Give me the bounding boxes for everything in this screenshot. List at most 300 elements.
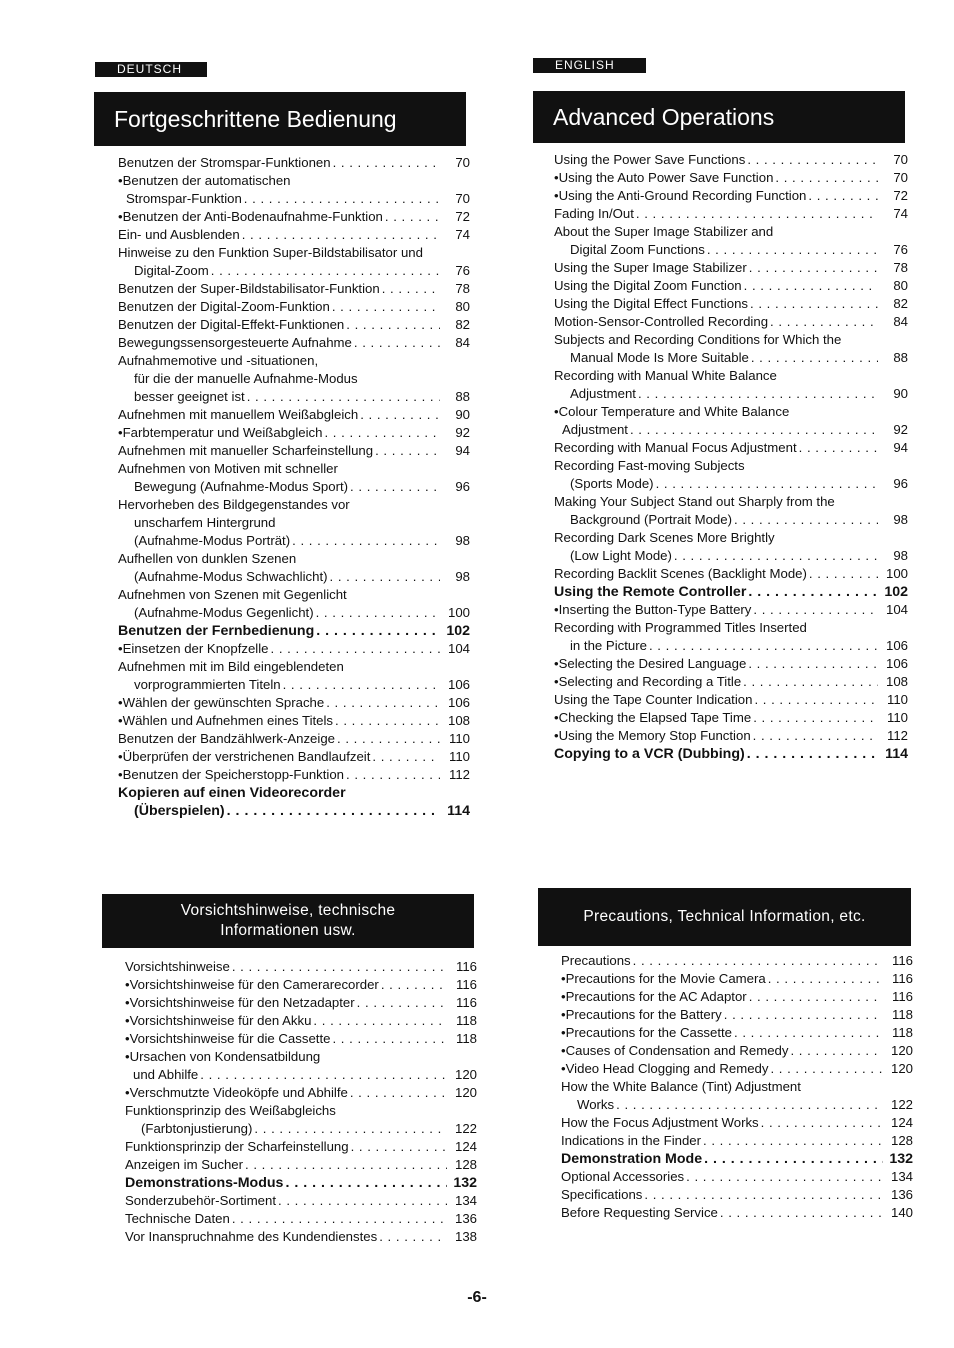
toc-entry-title: Using the Digital Effect Functions — [554, 296, 749, 311]
toc-entry-title: Indications in the Finder — [561, 1133, 702, 1148]
toc-entry — [554, 457, 908, 475]
toc-entry — [125, 1066, 477, 1084]
toc-entry-page: 134 — [454, 1193, 477, 1208]
toc-entry-title: •Benutzen der Anti-Bodenaufnahme-Funktion — [118, 209, 383, 224]
toc-entry — [554, 439, 908, 457]
toc-entry — [125, 1012, 477, 1030]
toc-entry-page: 112 — [886, 728, 908, 743]
toc-leader-dots — [232, 958, 447, 976]
toc-entry-title: •Selecting and Recording a Title — [554, 674, 742, 689]
toc-leader-dots — [271, 640, 440, 658]
toc-entry — [554, 331, 908, 349]
toc-entry — [118, 352, 470, 370]
toc-leader-dots — [285, 1174, 447, 1192]
toc-entry-title: Adjustment — [562, 422, 628, 437]
toc-entry — [118, 262, 470, 280]
toc-entry-title: •Verschmutzte Videoköpfe und Abhilfe — [125, 1085, 348, 1100]
toc-entry-title: •Benutzen der automatischen — [118, 173, 291, 188]
toc-entry — [554, 187, 908, 205]
toc-entry-page: 76 — [893, 242, 908, 257]
toc-entry — [118, 514, 470, 532]
toc-entry — [118, 280, 470, 298]
toc-entry-title: Using the Digital Zoom Function — [554, 278, 742, 293]
toc-entry — [554, 655, 908, 673]
toc-entry — [554, 691, 908, 709]
toc-leader-dots — [232, 1210, 447, 1228]
toc-entry-page: 106 — [447, 695, 470, 710]
toc-entry — [118, 406, 470, 424]
toc-entry — [561, 1006, 913, 1024]
toc-entry-page: 136 — [454, 1211, 477, 1226]
toc-entry-title: (Aufnahme-Modus Schwachlicht) — [134, 569, 328, 584]
toc-entry — [125, 1192, 477, 1210]
toc-leader-dots — [633, 952, 883, 970]
toc-entry-title: How the Focus Adjustment Works — [561, 1115, 759, 1130]
toc-entry — [554, 223, 908, 241]
toc-entry — [554, 619, 908, 637]
section-title-text: Fortgeschrittene Bedienung — [114, 105, 397, 132]
toc-entry-title: Funktionsprinzip der Scharfeinstellung — [125, 1139, 349, 1154]
toc-entry — [561, 1186, 913, 1204]
toc-entry-title: •Einsetzen der Knopfzelle — [118, 641, 269, 656]
toc-leader-dots — [734, 1024, 883, 1042]
toc-leader-dots — [381, 976, 447, 994]
toc-leader-dots — [770, 313, 878, 331]
toc-entry-title: •Vorsichtshinweise für die Cassette — [125, 1031, 331, 1046]
toc-leader-dots — [292, 532, 440, 550]
toc-entry — [554, 601, 908, 619]
toc-entry-page: 92 — [893, 422, 908, 437]
toc-leader-dots — [761, 1114, 883, 1132]
toc-entry — [554, 259, 908, 277]
toc-entry-page: 136 — [890, 1187, 913, 1202]
toc-entry — [554, 637, 908, 655]
toc-leader-dots — [382, 280, 440, 298]
toc-entry-page: 118 — [891, 1025, 913, 1040]
toc-leader-dots — [360, 406, 440, 424]
toc-entry-title: •Precautions for the Battery — [561, 1007, 722, 1022]
toc-entry-page: 110 — [448, 731, 470, 746]
toc-entry-page: 116 — [455, 959, 477, 974]
toc-leader-dots — [703, 1132, 883, 1150]
toc-entry-page: 98 — [893, 548, 908, 563]
toc-entry-page: 96 — [455, 479, 470, 494]
toc-entry-title: Vorsichtshinweise — [125, 959, 230, 974]
toc-entry-page: 140 — [890, 1205, 913, 1220]
toc-precautions-de — [125, 958, 477, 1246]
toc-entry-title: Recording with Programmed Titles Inserted — [554, 620, 807, 635]
toc-entry — [118, 460, 470, 478]
toc-entry — [118, 208, 470, 226]
toc-entry-title: •Checking the Elapsed Tape Time — [554, 710, 752, 725]
toc-leader-dots — [808, 187, 878, 205]
toc-entry-title: •Inserting the Button-Type Battery — [554, 602, 752, 617]
toc-entry — [554, 475, 908, 493]
toc-entry-title: •Wählen der gewünschten Sprache — [118, 695, 325, 710]
toc-entry-page: 114 — [447, 803, 470, 819]
toc-entry-page: 94 — [455, 443, 470, 458]
toc-entry-title: Benutzen der Fernbedienung — [118, 623, 315, 639]
toc-entry-page: 72 — [893, 188, 908, 203]
toc-leader-dots — [357, 994, 447, 1012]
toc-leader-dots — [385, 208, 440, 226]
toc-leader-dots — [337, 730, 440, 748]
toc-leader-dots — [316, 622, 440, 640]
toc-entry-title: Copying to a VCR (Dubbing) — [554, 746, 745, 762]
toc-entry-page: 70 — [455, 191, 470, 206]
toc-entry-title: Vor Inanspruchnahme des Kundendienstes — [125, 1229, 378, 1244]
toc-entry-title: und Abhilfe — [133, 1067, 199, 1082]
toc-entry-title: Aufnehmen mit manuellem Weißabgleich — [118, 407, 359, 422]
toc-entry-title: Recording Fast-moving Subjects — [554, 458, 745, 473]
section-title-advanced-en — [533, 91, 905, 143]
toc-entry-page: 116 — [891, 989, 913, 1004]
toc-entry — [118, 496, 470, 514]
toc-entry-page: 100 — [447, 605, 470, 620]
toc-entry-page: 70 — [893, 152, 908, 167]
toc-entry-page: 114 — [885, 746, 908, 762]
toc-entry-page: 76 — [455, 263, 470, 278]
toc-entry-page: 78 — [893, 260, 908, 275]
toc-entry-title: •Vorsichtshinweise für den Camerarecorder — [125, 977, 379, 992]
toc-entry — [118, 316, 470, 334]
toc-entry-page: 118 — [455, 1031, 477, 1046]
toc-leader-dots — [332, 1030, 447, 1048]
toc-entry-title: Bewegung (Aufnahme-Modus Sport) — [134, 479, 349, 494]
toc-entry — [554, 403, 908, 421]
toc-entry — [118, 172, 470, 190]
toc-entry — [118, 244, 470, 262]
toc-leader-dots — [333, 154, 440, 172]
toc-entry — [118, 730, 470, 748]
toc-entry-page: 104 — [447, 641, 470, 656]
toc-leader-dots — [346, 316, 440, 334]
toc-entry — [118, 550, 470, 568]
toc-entry-title: How the White Balance (Tint) Adjustment — [561, 1079, 801, 1094]
toc-leader-dots — [375, 442, 440, 460]
toc-entry-page: 70 — [893, 170, 908, 185]
toc-entry-title: •Video Head Clogging and Remedy — [561, 1061, 769, 1076]
toc-entry-title: •Farbtemperatur und Weißabgleich — [118, 425, 323, 440]
toc-entry — [554, 511, 908, 529]
toc-entry — [118, 640, 470, 658]
toc-entry-title: •Wählen und Aufnehmen eines Titels — [118, 713, 334, 728]
toc-entry — [561, 1204, 913, 1222]
toc-entry-title: (Farbtonjustierung) — [141, 1121, 253, 1136]
toc-entry — [125, 1210, 477, 1228]
toc-entry-title: Demonstration Mode — [561, 1151, 703, 1167]
toc-entry — [561, 970, 913, 988]
toc-entry-page: 98 — [455, 569, 470, 584]
toc-entry-title: Hinweise zu den Funktion Super-Bildstabilisator und — [118, 245, 423, 260]
toc-entry-title: Aufnehmen mit manueller Scharfeinstellung — [118, 443, 374, 458]
toc-entry-page: 106 — [885, 638, 908, 653]
toc-entry-title: •Using the Auto Power Save Function — [554, 170, 774, 185]
toc-leader-dots — [749, 988, 883, 1006]
toc-entry-title: Recording with Manual White Balance — [554, 368, 777, 383]
toc-entry — [118, 712, 470, 730]
toc-entry-title: •Precautions for the AC Adaptor — [561, 989, 747, 1004]
toc-entry-title: •Vorsichtshinweise für den Netzadapter — [125, 995, 355, 1010]
toc-entry-title: in the Picture — [570, 638, 647, 653]
toc-entry-page: 106 — [885, 656, 908, 671]
toc-leader-dots — [674, 547, 878, 565]
toc-leader-dots — [747, 151, 878, 169]
toc-entry — [554, 277, 908, 295]
toc-advanced-en — [554, 151, 908, 763]
toc-leader-dots — [254, 1120, 447, 1138]
toc-leader-dots — [770, 1060, 883, 1078]
toc-entry-title: Technische Daten — [125, 1211, 230, 1226]
toc-leader-dots — [747, 745, 878, 763]
toc-entry-page: 116 — [455, 977, 477, 992]
toc-entry-title: Using the Tape Counter Indication — [554, 692, 753, 707]
toc-entry-title: Benutzen der Digital-Effekt-Funktionen — [118, 317, 345, 332]
toc-entry-title: Making Your Subject Stand out Sharply from the — [554, 494, 835, 509]
toc-entry-page: 82 — [455, 317, 470, 332]
toc-entry-title: Recording with Manual Focus Adjustment — [554, 440, 797, 455]
toc-precautions-en — [561, 952, 913, 1222]
toc-leader-dots — [704, 1150, 883, 1168]
toc-entry-page: 94 — [893, 440, 908, 455]
toc-entry — [561, 952, 913, 970]
toc-entry-page: 74 — [893, 206, 908, 221]
toc-leader-dots — [372, 748, 440, 766]
toc-entry-page: 70 — [455, 155, 470, 170]
toc-entry — [554, 295, 908, 313]
toc-entry — [118, 604, 470, 622]
toc-entry-page: 102 — [446, 623, 470, 639]
toc-entry-title: Hervorheben des Bildgegenstandes vor — [118, 497, 350, 512]
toc-entry — [118, 586, 470, 604]
toc-leader-dots — [245, 1156, 447, 1174]
toc-entry — [118, 568, 470, 586]
toc-entry-title: •Ursachen von Kondensatbildung — [125, 1049, 321, 1064]
toc-entry-title: für die der manuelle Aufnahme-Modus — [134, 371, 358, 386]
toc-entry-page: 90 — [893, 386, 908, 401]
toc-entry-page: 120 — [890, 1061, 913, 1076]
section-title-precautions-de — [102, 894, 474, 948]
toc-leader-dots — [227, 802, 440, 820]
toc-entry-title: Digital Zoom Functions — [570, 242, 705, 257]
toc-leader-dots — [332, 298, 440, 316]
toc-entry — [125, 1120, 477, 1138]
toc-entry — [554, 709, 908, 727]
toc-entry-page: 72 — [455, 209, 470, 224]
toc-entry — [554, 421, 908, 439]
toc-entry — [118, 442, 470, 460]
toc-entry-title: About the Super Image Stabilizer and — [554, 224, 774, 239]
toc-entry-page: 98 — [893, 512, 908, 527]
toc-entry — [561, 1096, 913, 1114]
toc-entry-page: 120 — [454, 1085, 477, 1100]
toc-entry — [118, 676, 470, 694]
toc-entry-title: Sonderzubehör-Sortiment — [125, 1193, 277, 1208]
toc-leader-dots — [351, 1138, 447, 1156]
toc-leader-dots — [753, 709, 878, 727]
toc-entry — [561, 1024, 913, 1042]
section-title-precautions-en — [538, 888, 911, 946]
toc-leader-dots — [775, 169, 878, 187]
toc-entry — [118, 298, 470, 316]
toc-leader-dots — [751, 349, 878, 367]
toc-entry-title: Before Requesting Service — [561, 1205, 718, 1220]
toc-entry-page: 108 — [885, 674, 908, 689]
toc-entry-title: Using the Power Save Functions — [554, 152, 746, 167]
toc-entry-page: 88 — [455, 389, 470, 404]
section-title-text: Precautions, Technical Information, etc. — [583, 908, 866, 925]
toc-entry-page: 108 — [447, 713, 470, 728]
toc-entry — [554, 529, 908, 547]
toc-leader-dots — [724, 1006, 883, 1024]
toc-entry — [554, 673, 908, 691]
toc-leader-dots — [750, 295, 878, 313]
toc-entry-title: Specifications — [561, 1187, 643, 1202]
toc-entry-page: 110 — [886, 692, 908, 707]
toc-entry-title: (Überspielen) — [134, 803, 225, 819]
toc-entry-title: Subjects and Recording Conditions for Which the — [554, 332, 842, 347]
toc-entry — [561, 1150, 913, 1168]
toc-entry — [561, 988, 913, 1006]
toc-entry-page: 104 — [885, 602, 908, 617]
toc-entry-title: Aufhellen von dunklen Szenen — [118, 551, 297, 566]
toc-entry-title: (Low Light Mode) — [570, 548, 672, 563]
toc-entry-page: 78 — [455, 281, 470, 296]
toc-entry-page: 106 — [447, 677, 470, 692]
toc-entry-page: 120 — [890, 1043, 913, 1058]
toc-entry-title: •Überprüfen der verstrichenen Bandlaufzeit — [118, 749, 371, 764]
toc-entry-title: Kopieren auf einen Videorecorder — [118, 785, 346, 801]
toc-entry-title: Aufnahmemotive und -situationen, — [118, 353, 319, 368]
toc-entry-page: 84 — [893, 314, 908, 329]
toc-entry — [554, 745, 908, 763]
toc-entry-title: Optional Accessories — [561, 1169, 685, 1184]
toc-leader-dots — [743, 673, 878, 691]
toc-entry — [118, 190, 470, 208]
toc-entry-title: Benutzen der Digital-Zoom-Funktion — [118, 299, 330, 314]
toc-leader-dots — [753, 601, 878, 619]
toc-entry-page: 118 — [891, 1007, 913, 1022]
toc-entry — [554, 367, 908, 385]
section-title-line-1: Vorsichtshinweise, technische — [180, 902, 396, 919]
toc-leader-dots — [754, 691, 878, 709]
toc-entry-page: 122 — [454, 1121, 477, 1136]
toc-entry — [118, 370, 470, 388]
toc-entry-page: 128 — [890, 1133, 913, 1148]
toc-entry — [554, 493, 908, 511]
toc-entry-page: 84 — [455, 335, 470, 350]
toc-entry — [125, 1228, 477, 1246]
toc-entry-page: 80 — [455, 299, 470, 314]
toc-entry-page: 80 — [893, 278, 908, 293]
toc-entry-title: Recording Dark Scenes More Brightly — [554, 530, 775, 545]
toc-entry-title: Adjustment — [570, 386, 636, 401]
toc-entry-title: (Sports Mode) — [570, 476, 654, 491]
toc-entry — [554, 205, 908, 223]
toc-leader-dots — [330, 568, 441, 586]
toc-leader-dots — [734, 511, 878, 529]
toc-entry-page: 92 — [455, 425, 470, 440]
toc-entry-page: 132 — [889, 1151, 913, 1167]
toc-entry — [554, 313, 908, 331]
toc-entry-page: 110 — [886, 710, 908, 725]
toc-entry-page: 74 — [455, 227, 470, 242]
toc-entry-title: •Using the Memory Stop Function — [554, 728, 751, 743]
toc-entry-page: 102 — [884, 584, 908, 600]
toc-entry-title: Using the Remote Controller — [554, 584, 747, 600]
toc-entry — [118, 748, 470, 766]
toc-entry-title: Using the Super Image Stabilizer — [554, 260, 747, 275]
toc-leader-dots — [768, 970, 883, 988]
toc-entry-title: Digital-Zoom — [134, 263, 209, 278]
toc-entry-title: •Causes of Condensation and Remedy — [561, 1043, 789, 1058]
toc-entry — [118, 784, 470, 802]
toc-entry-page: 128 — [454, 1157, 477, 1172]
toc-entry-title: (Aufnahme-Modus Gegenlicht) — [134, 605, 314, 620]
toc-entry-page: 118 — [455, 1013, 477, 1028]
toc-entry-title: Aufnehmen mit im Bild eingeblendeten — [118, 659, 344, 674]
toc-entry — [554, 565, 908, 583]
toc-entry-title: Funktionsprinzip des Weißabgleichs — [125, 1103, 336, 1118]
toc-entry — [118, 154, 470, 172]
toc-entry-title: •Using the Anti-Ground Recording Function — [554, 188, 807, 203]
toc-entry — [125, 1156, 477, 1174]
section-title-line-2: Informationen usw. — [220, 922, 356, 939]
toc-leader-dots — [283, 676, 440, 694]
toc-entry-title: Background (Portrait Mode) — [570, 512, 732, 527]
toc-entry-title: •Colour Temperature and White Balance — [554, 404, 790, 419]
toc-entry — [561, 1060, 913, 1078]
toc-entry-title: •Vorsichtshinweise für den Akku — [125, 1013, 312, 1028]
toc-leader-dots — [316, 604, 440, 622]
toc-entry — [554, 241, 908, 259]
toc-entry-page: 116 — [891, 971, 913, 986]
toc-entry-title: •Precautions for the Cassette — [561, 1025, 733, 1040]
toc-entry-page: 116 — [891, 953, 913, 968]
toc-entry-title: •Benutzen der Speicherstopp-Funktion — [118, 767, 345, 782]
toc-entry-page: 122 — [890, 1097, 913, 1112]
toc-advanced-de — [118, 154, 470, 820]
toc-entry-title: Benutzen der Bandzählwerk-Anzeige — [118, 731, 335, 746]
toc-entry-title: Aufnehmen von Motiven mit schneller — [118, 461, 338, 476]
toc-entry — [125, 1102, 477, 1120]
toc-entry-title: Stromspar-Funktion — [126, 191, 242, 206]
toc-entry — [118, 766, 470, 784]
toc-leader-dots — [350, 1084, 447, 1102]
toc-entry — [125, 1138, 477, 1156]
toc-entry — [561, 1132, 913, 1150]
toc-entry-page: 110 — [448, 749, 470, 764]
toc-entry — [125, 994, 477, 1012]
toc-entry-title: besser geeignet ist — [134, 389, 245, 404]
toc-leader-dots — [278, 1192, 447, 1210]
toc-entry-title: Benutzen der Stromspar-Funktionen — [118, 155, 331, 170]
toc-entry — [118, 388, 470, 406]
toc-entry-page: 98 — [455, 533, 470, 548]
toc-leader-dots — [790, 1042, 883, 1060]
toc-entry-page: 90 — [455, 407, 470, 422]
toc-entry — [125, 1174, 477, 1192]
toc-leader-dots — [753, 727, 878, 745]
toc-entry — [118, 478, 470, 496]
toc-entry — [118, 694, 470, 712]
toc-entry-page: 132 — [453, 1175, 477, 1191]
toc-leader-dots — [200, 1066, 447, 1084]
toc-leader-dots — [799, 439, 878, 457]
toc-entry-page: 120 — [454, 1067, 477, 1082]
toc-leader-dots — [324, 424, 440, 442]
toc-entry — [554, 583, 908, 601]
